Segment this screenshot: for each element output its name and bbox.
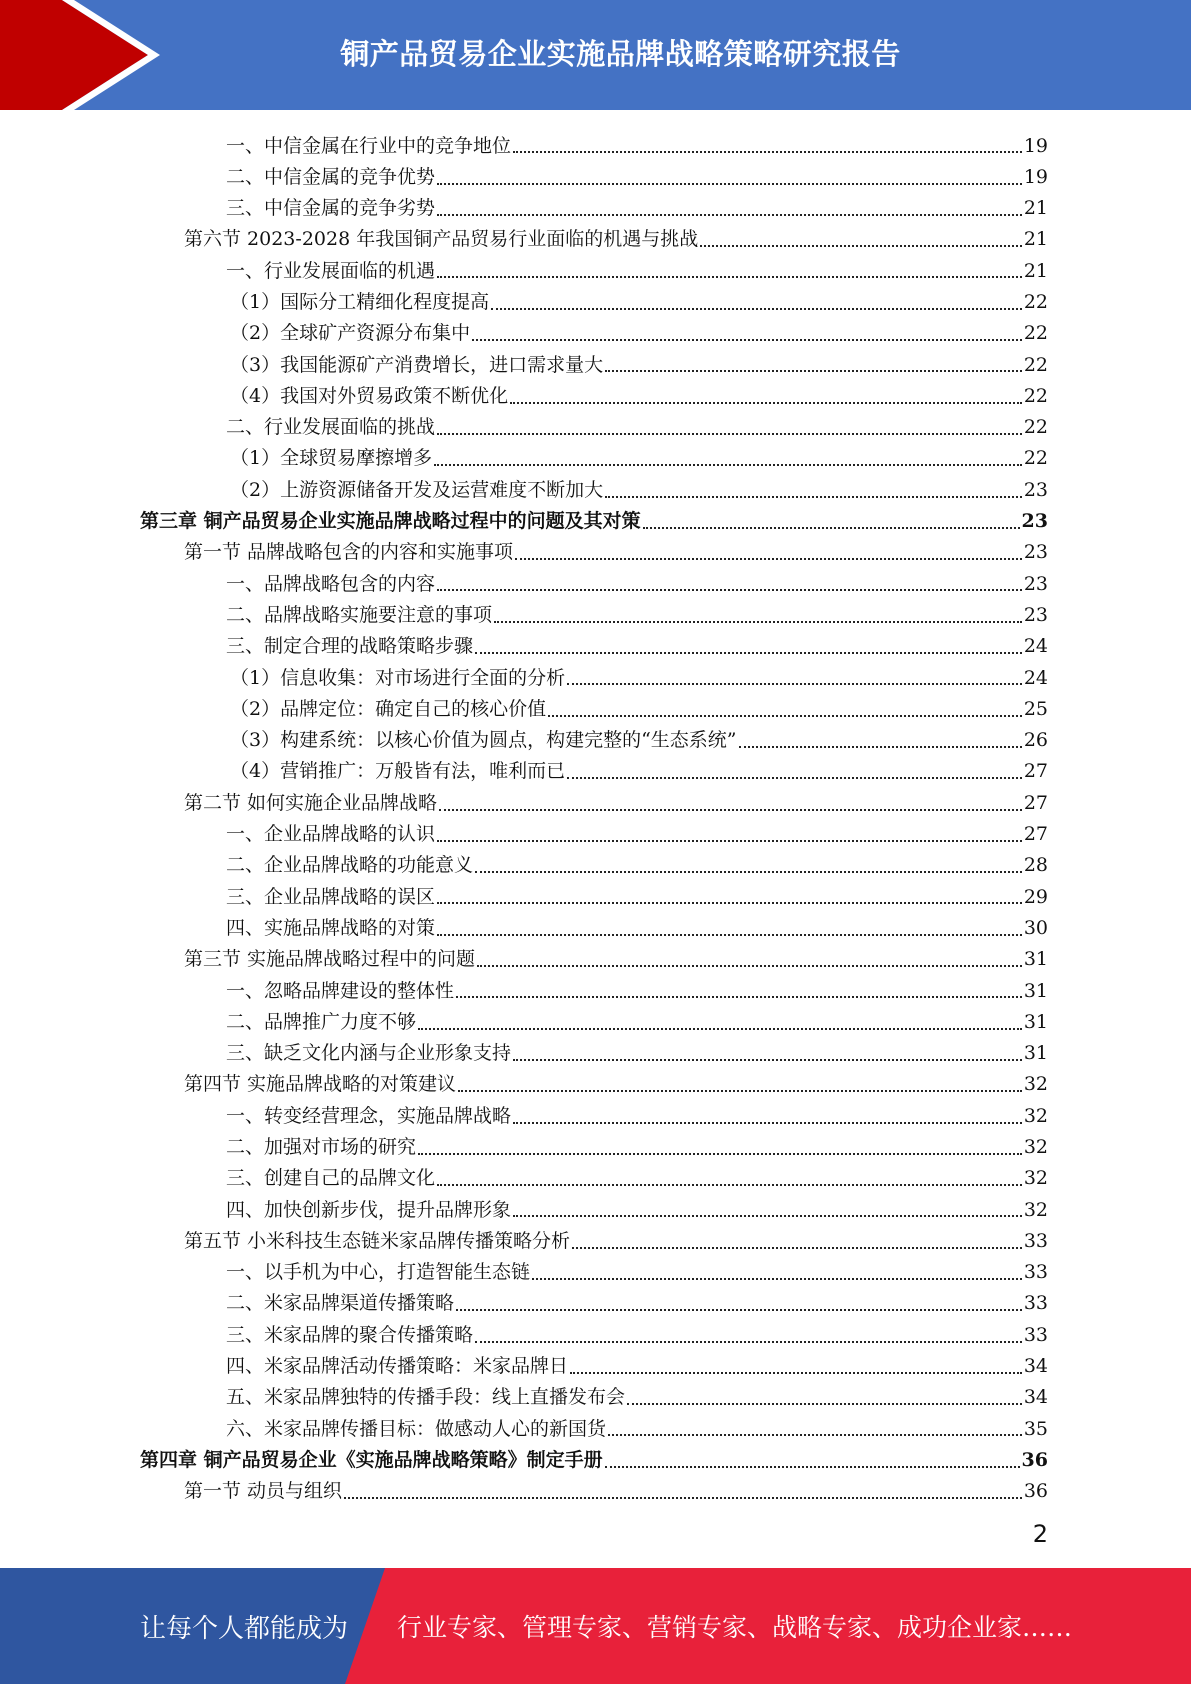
toc-dot-leader <box>605 496 1022 498</box>
toc-entry-label: 一、转变经营理念，实施品牌战略 <box>226 1104 512 1127</box>
toc-dot-leader <box>437 934 1022 936</box>
toc-entry-page: 27 <box>1023 791 1048 814</box>
toc-entry[interactable] <box>140 1378 1048 1409</box>
toc-dot-leader <box>605 370 1022 372</box>
toc-entry-page: 26 <box>1023 729 1048 752</box>
toc-entry-label: 一、忽略品牌建设的整体性 <box>226 979 455 1002</box>
toc-entry[interactable] <box>140 1002 1048 1033</box>
toc-entry-label: 第四节 实施品牌战略的对策建议 <box>184 1073 457 1096</box>
toc-entry-page: 33 <box>1023 1229 1048 1252</box>
toc-entry-label: 五、米家品牌独特的传播手段：线上直播发布会 <box>226 1386 626 1409</box>
toc-entry-page: 22 <box>1023 384 1048 407</box>
toc-dot-leader <box>700 245 1022 247</box>
toc-entry[interactable] <box>140 314 1048 345</box>
toc-entry-label: 二、行业发展面临的挑战 <box>226 416 436 439</box>
toc-entry-page: 24 <box>1023 666 1048 689</box>
toc-dot-leader <box>456 996 1022 998</box>
toc-entry[interactable] <box>140 251 1048 282</box>
toc-entry-label: 第一节 动员与组织 <box>184 1480 343 1503</box>
toc-entry[interactable] <box>140 189 1048 220</box>
toc-entry-page: 36 <box>1021 1448 1048 1471</box>
toc-entry-page: 23 <box>1023 478 1048 501</box>
toc-entry[interactable] <box>140 846 1048 877</box>
toc-dot-leader <box>548 715 1022 717</box>
toc-entry-page: 23 <box>1023 541 1048 564</box>
toc-entry-page: 35 <box>1023 1417 1048 1440</box>
toc-dot-leader <box>515 558 1022 560</box>
toc-entry-label: （4）我国对外贸易政策不断优化 <box>230 384 509 407</box>
toc-entry[interactable] <box>140 220 1048 251</box>
toc-entry-label: （2）品牌定位：确定自己的核心价值 <box>230 697 547 720</box>
toc-entry-page: 33 <box>1023 1323 1048 1346</box>
page-footer <box>0 1568 1191 1684</box>
toc-entry[interactable] <box>140 971 1048 1002</box>
toc-entry-page: 28 <box>1023 854 1048 877</box>
table-of-contents <box>140 126 1048 1503</box>
footer-slogan-left: 让每个人都能成为 <box>140 1613 349 1644</box>
toc-dot-leader <box>608 1434 1022 1436</box>
toc-entry[interactable] <box>140 1034 1048 1065</box>
toc-entry-page: 31 <box>1023 1042 1048 1065</box>
toc-entry[interactable] <box>140 1096 1048 1127</box>
toc-dot-leader <box>344 1497 1022 1499</box>
toc-dot-leader <box>627 1403 1022 1405</box>
toc-dot-leader <box>567 683 1022 685</box>
header-arrow-decoration <box>0 0 160 110</box>
toc-entry-page: 33 <box>1023 1292 1048 1315</box>
toc-entry[interactable] <box>140 908 1048 939</box>
toc-entry[interactable] <box>140 1065 1048 1096</box>
toc-dot-leader <box>437 1184 1022 1186</box>
toc-dot-leader <box>434 464 1022 466</box>
toc-entry[interactable] <box>140 439 1048 470</box>
toc-entry[interactable] <box>140 940 1048 971</box>
toc-entry-label: 第一节 品牌战略包含的内容和实施事项 <box>184 541 514 564</box>
toc-entry[interactable] <box>140 1315 1048 1346</box>
toc-entry-label: （2）上游资源储备开发及运营难度不断加大 <box>230 478 604 501</box>
toc-dot-leader <box>567 777 1022 779</box>
toc-dot-leader <box>437 214 1022 216</box>
toc-entry-page: 31 <box>1023 948 1048 971</box>
toc-dot-leader <box>418 1028 1022 1030</box>
toc-entry-label: 三、企业品牌战略的误区 <box>226 885 436 908</box>
toc-entry-label: 三、制定合理的战略策略步骤 <box>226 635 474 658</box>
toc-dot-leader <box>739 746 1022 748</box>
toc-dot-leader <box>605 1466 1020 1468</box>
toc-entry-page: 19 <box>1023 165 1048 188</box>
toc-dot-leader <box>418 1153 1022 1155</box>
toc-entry-page: 22 <box>1023 447 1048 470</box>
toc-dot-leader <box>437 589 1022 591</box>
toc-entry-page: 22 <box>1023 290 1048 313</box>
toc-dot-leader <box>491 308 1022 310</box>
toc-entry-page: 27 <box>1023 760 1048 783</box>
toc-entry[interactable] <box>140 627 1048 658</box>
toc-entry[interactable] <box>140 1128 1048 1159</box>
toc-entry[interactable] <box>140 1440 1048 1471</box>
toc-entry-label: （1）全球贸易摩擦增多 <box>230 447 433 470</box>
toc-entry-page: 34 <box>1023 1355 1048 1378</box>
toc-entry-page: 25 <box>1023 697 1048 720</box>
toc-entry-page: 32 <box>1023 1198 1048 1221</box>
toc-dot-leader <box>439 809 1022 811</box>
toc-entry-label: 一、以手机为中心，打造智能生态链 <box>226 1261 531 1284</box>
toc-dot-leader <box>570 1372 1022 1374</box>
toc-entry[interactable] <box>140 752 1048 783</box>
toc-dot-leader <box>513 1059 1022 1061</box>
toc-dot-leader <box>494 621 1022 623</box>
toc-entry-label: （1）国际分工精细化程度提高 <box>230 290 490 313</box>
toc-entry[interactable] <box>140 470 1048 501</box>
toc-dot-leader <box>477 965 1022 967</box>
toc-entry-label: 二、米家品牌渠道传播策略 <box>226 1292 455 1315</box>
toc-entry[interactable] <box>140 1159 1048 1190</box>
toc-entry-page: 32 <box>1023 1104 1048 1127</box>
toc-entry-label: 一、企业品牌战略的认识 <box>226 823 436 846</box>
toc-entry-label: （4）营销推广：万般皆有法，唯利而已 <box>230 760 566 783</box>
toc-entry[interactable] <box>140 1253 1048 1284</box>
toc-entry-page: 32 <box>1023 1167 1048 1190</box>
toc-entry-page: 27 <box>1023 823 1048 846</box>
toc-dot-leader <box>532 1278 1022 1280</box>
toc-entry[interactable] <box>140 345 1048 376</box>
toc-entry[interactable] <box>140 1221 1048 1252</box>
toc-entry-label: 四、米家品牌活动传播策略：米家品牌日 <box>226 1355 569 1378</box>
toc-entry-label: 四、加快创新步伐，提升品牌形象 <box>226 1198 512 1221</box>
toc-dot-leader <box>513 1215 1022 1217</box>
toc-entry-label: 三、缺乏文化内涵与企业形象支持 <box>226 1042 512 1065</box>
toc-dot-leader <box>437 276 1022 278</box>
toc-entry-label: 第五节 小米科技生态链米家品牌传播策略分析 <box>184 1229 571 1252</box>
toc-dot-leader <box>458 1090 1022 1092</box>
toc-entry-page: 21 <box>1023 228 1048 251</box>
toc-entry-page: 23 <box>1021 510 1048 533</box>
toc-entry[interactable] <box>140 721 1048 752</box>
toc-entry[interactable] <box>140 815 1048 846</box>
toc-entry-label: 六、米家品牌传播目标：做感动人心的新国货 <box>226 1417 607 1440</box>
toc-entry-label: （3）构建系统：以核心价值为圆点，构建完整的“生态系统” <box>230 729 737 752</box>
toc-dot-leader <box>572 1247 1022 1249</box>
toc-entry-label: 三、中信金属的竞争劣势 <box>226 197 436 220</box>
page-number: 2 <box>1032 1520 1048 1548</box>
toc-entry-page: 22 <box>1023 353 1048 376</box>
toc-entry[interactable] <box>140 126 1048 157</box>
toc-entry-page: 31 <box>1023 979 1048 1002</box>
toc-entry[interactable] <box>140 502 1048 533</box>
toc-entry[interactable] <box>140 1409 1048 1440</box>
footer-slogan-right: 行业专家、管理专家、营销专家、战略专家、成功企业家…… <box>397 1613 1073 1642</box>
toc-entry-page: 32 <box>1023 1136 1048 1158</box>
toc-entry-label: 第四章 铜产品贸易企业《实施品牌战略策略》制定手册 <box>140 1448 603 1471</box>
toc-entry[interactable] <box>140 376 1048 407</box>
toc-entry-page: 29 <box>1023 885 1048 908</box>
toc-dot-leader <box>456 1309 1022 1311</box>
report-title: 铜产品贸易企业实施品牌战略策略研究报告 <box>340 36 901 71</box>
toc-entry-label: 一、行业发展面临的机遇 <box>226 259 436 282</box>
toc-dot-leader <box>437 840 1022 842</box>
toc-entry[interactable] <box>140 595 1048 626</box>
toc-dot-leader <box>513 1122 1022 1124</box>
toc-entry-label: 二、加强对市场的研究 <box>226 1136 417 1158</box>
toc-entry-page: 21 <box>1023 197 1048 220</box>
toc-entry[interactable] <box>140 689 1048 720</box>
toc-entry-page: 24 <box>1023 635 1048 658</box>
toc-dot-leader <box>437 902 1022 904</box>
toc-dot-leader <box>513 151 1022 153</box>
toc-entry-label: 第三节 实施品牌战略过程中的问题 <box>184 948 476 971</box>
toc-entry[interactable] <box>140 564 1048 595</box>
toc-entry[interactable] <box>140 877 1048 908</box>
toc-entry[interactable] <box>140 533 1048 564</box>
toc-dot-leader <box>643 527 1020 529</box>
toc-entry-label: 二、品牌战略实施要注意的事项 <box>226 603 493 626</box>
toc-entry[interactable] <box>140 157 1048 188</box>
toc-dot-leader <box>510 402 1022 404</box>
toc-entry-label: （3）我国能源矿产消费增长，进口需求量大 <box>230 353 604 376</box>
toc-entry-label: 一、品牌战略包含的内容 <box>226 572 436 595</box>
toc-entry-label: 一、中信金属在行业中的竞争地位 <box>226 134 512 157</box>
toc-entry-label: 二、中信金属的竞争优势 <box>226 165 436 188</box>
toc-dot-leader <box>472 339 1022 341</box>
toc-entry-page: 23 <box>1023 603 1048 626</box>
toc-entry-label: 三、创建自己的品牌文化 <box>226 1167 436 1190</box>
toc-entry-page: 22 <box>1023 322 1048 345</box>
toc-entry-label: 二、企业品牌战略的功能意义 <box>226 854 474 877</box>
toc-entry[interactable] <box>140 783 1048 814</box>
toc-entry-page: 30 <box>1023 916 1048 939</box>
toc-entry-label: 第二节 如何实施企业品牌战略 <box>184 791 438 814</box>
toc-entry[interactable] <box>140 282 1048 313</box>
toc-entry[interactable] <box>140 1347 1048 1378</box>
toc-entry[interactable] <box>140 1284 1048 1315</box>
toc-dot-leader <box>437 183 1022 185</box>
toc-entry-label: 三、米家品牌的聚合传播策略 <box>226 1323 474 1346</box>
toc-entry[interactable] <box>140 1190 1048 1221</box>
toc-entry-label: （2）全球矿产资源分布集中 <box>230 322 471 345</box>
toc-entry[interactable] <box>140 1472 1048 1503</box>
toc-entry-page: 34 <box>1023 1386 1048 1409</box>
toc-entry-page: 36 <box>1023 1480 1048 1503</box>
toc-entry-page: 33 <box>1023 1261 1048 1284</box>
toc-entry[interactable] <box>140 658 1048 689</box>
toc-entry[interactable] <box>140 408 1048 439</box>
toc-entry-label: 四、实施品牌战略的对策 <box>226 916 436 939</box>
toc-dot-leader <box>475 652 1022 654</box>
page-header <box>0 0 1191 110</box>
toc-dot-leader <box>437 433 1022 435</box>
toc-dot-leader <box>475 871 1022 873</box>
toc-entry-label: （1）信息收集：对市场进行全面的分析 <box>230 666 566 689</box>
toc-entry-page: 19 <box>1023 134 1048 157</box>
toc-entry-label: 二、品牌推广力度不够 <box>226 1010 417 1033</box>
toc-entry-page: 21 <box>1023 259 1048 282</box>
toc-entry-label: 第三章 铜产品贸易企业实施品牌战略过程中的问题及其对策 <box>140 510 641 533</box>
toc-entry-label: 第六节 2023-2028 年我国铜产品贸易行业面临的机遇与挑战 <box>184 228 699 251</box>
toc-entry-page: 23 <box>1023 572 1048 595</box>
toc-entry-page: 31 <box>1023 1010 1048 1033</box>
toc-entry-page: 22 <box>1023 416 1048 439</box>
toc-dot-leader <box>475 1341 1022 1343</box>
toc-entry-page: 32 <box>1023 1073 1048 1096</box>
